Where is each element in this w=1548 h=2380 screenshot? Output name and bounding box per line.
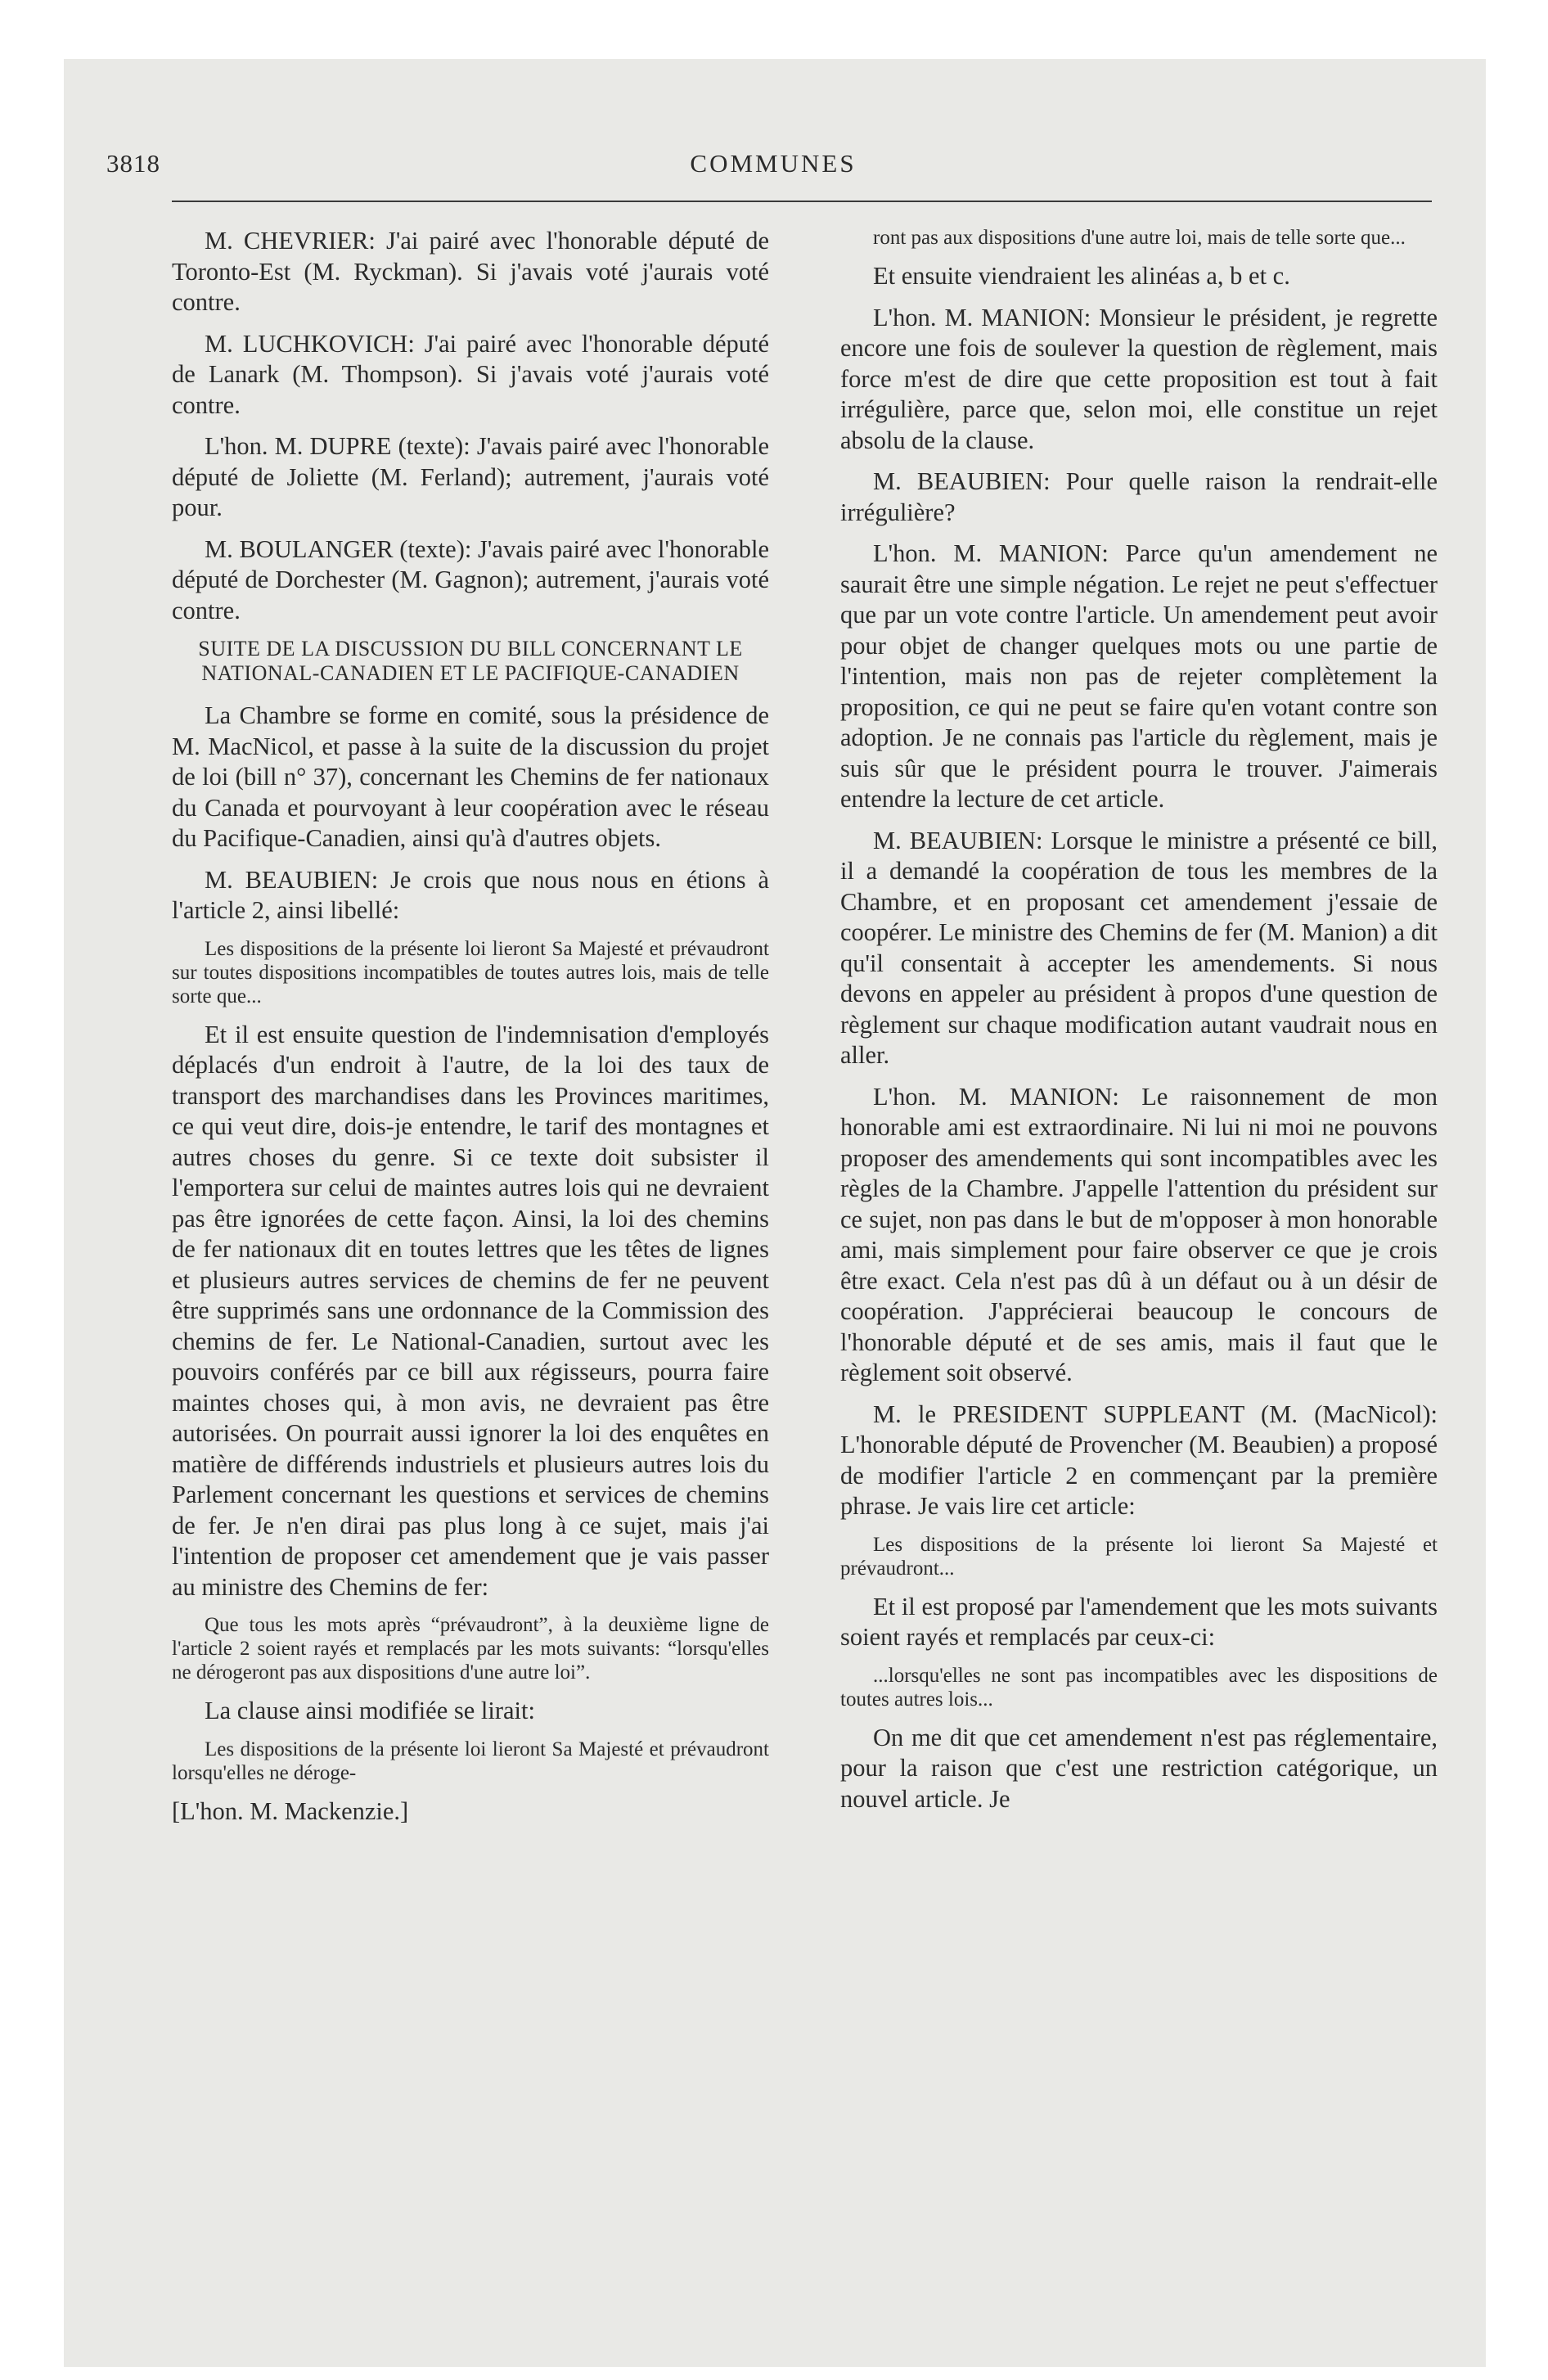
paragraph: Et il est ensuite question de l'indemnisation d'employés déplacés d'un endroit à l'autre, de la loi des taux de transport des marchandises dans les Provinces maritimes, ce qui veut dire, dois-je entendre, le tarif des montagnes et autres choses du genre. Si ce texte doit subsister il l'emportera sur celui de maintes autres lois qui ne devraient pas être ignorées de cette façon. Ainsi, la loi des chemins de fer nationaux dit en toutes lettres que les têtes de lignes et plusieurs autres services de chemins de fer ne peuvent être supprimés sans une ordonnance de la Commission des chemins de fer. Le National-Canadien, surtout avec les pouvoirs conférés par ce bill aux régisseurs, pourra faire maintes choses qui, à mon avis, ne devraient pas être autorisées. On pourrait aussi ignorer la loi des enquêtes en matière de différends industriels et plusieurs autres lois du Parlement concernant les questions et services de chemins de fer. Je n'en dirai pas plus long à ce sujet, mais j'ai l'intention de proposer cet amendement que je vais passer au ministre des Chemins de fer:	[172, 1020, 769, 1601]
quoted-text: Les dispositions de la présente loi lieront Sa Majesté et prévaudront sur toutes dispositions incompatibles de toutes autres lois, mais de telle sorte que...	[172, 937, 769, 1007]
quoted-text: Les dispositions de la présente loi lieront Sa Majesté et prévaudront lorsqu'elles ne déroge-	[172, 1738, 769, 1784]
quoted-text: ...lorsqu'elles ne sont pas incompatibles avec les dispositions de toutes autres lois...	[840, 1664, 1438, 1711]
quoted-text: ront pas aux dispositions d'une autre loi, mais de telle sorte que...	[873, 227, 1406, 249]
quoted-text: Les dispositions de la présente loi lieront Sa Majesté et prévaudront...	[840, 1533, 1438, 1580]
paragraph: Et il est proposé par l'amendement que les mots suivants soient rayés et remplacés par ceux-ci:	[840, 1592, 1438, 1651]
paragraph: On me dit que cet amendement n'est pas réglementaire, pour la raison que c'est une restriction catégorique, un nouvel article. Je	[840, 1723, 1438, 1813]
left-column	[172, 226, 769, 1837]
paragraph: M. BEAUBIEN: Pour quelle raison la rendrait-elle irrégulière?	[840, 467, 1438, 526]
paragraph: M. BOULANGER (texte): J'avais pairé avec l'honorable député de Dorchester (M. Gagnon); autrement, j'aurais voté contre.	[172, 534, 769, 624]
paragraph: L'hon. M. MANION: Monsieur le président, je regrette encore une fois de soulever la question de règlement, mais force m'est de dire que cette proposition est tout à fait irrégulière, parce que, selon moi, elle constitue un rejet absolu de la clause.	[840, 303, 1438, 454]
paragraph: L'hon. M. MANION: Parce qu'un amendement ne saurait être une simple négation. Le rejet ne peut s'effectuer que par un vote contre l'article. Un amendement peut avoir pour objet de changer quelques mots ou une partie de l'intention, mais non pas de rejeter complètement la proposition, ce qui ne peut se faire qu'en votant contre son adoption. Je ne connais pas l'article du règlement, mais je suis sûr que le président pourra le trouver. J'aimerais entendre la lecture de cet article.	[840, 539, 1438, 813]
paragraph: L'hon. M. DUPRE (texte): J'avais pairé avec l'honorable député de Joliette (M. Ferland); autrement, j'aurais voté pour.	[172, 432, 769, 521]
paragraph: M. BEAUBIEN: Je crois que nous nous en étions à l'article 2, ainsi libellé:	[172, 865, 769, 924]
paragraph: M. LUCHKOVICH: J'ai pairé avec l'honorable député de Lanark (M. Thompson). Si j'avais voté j'aurais voté contre.	[172, 329, 769, 419]
paragraph: Et ensuite viendraient les alinéas a, b et c.	[873, 262, 1290, 290]
section-heading: SUITE DE LA DISCUSSION DU BILL CONCERNANT LE NATIONAL-CANADIEN ET LE PACIFIQUE-CANADIEN	[198, 637, 743, 685]
paragraph: M. CHEVRIER: J'ai pairé avec l'honorable député de Toronto-Est (M. Ryckman). Si j'avais voté j'aurais voté contre.	[172, 227, 769, 316]
running-head: COMMUNES	[690, 149, 857, 178]
page-header	[106, 146, 1440, 187]
paragraph: La clause ainsi modifiée se lirait:	[205, 1697, 535, 1724]
page-number: 3818	[106, 149, 160, 178]
right-column	[840, 226, 1438, 1825]
paragraph: La Chambre se forme en comité, sous la présidence de M. MacNicol, et passe à la suite de la discussion du projet de loi (bill n° 37), concernant les Chemins de fer nationaux du Canada et pourvoyant à leur coopération avec le réseau du Pacifique-Canadien, ainsi qu'à d'autres objets.	[172, 701, 769, 852]
paragraph: M. le PRESIDENT SUPPLEANT (M. (MacNicol): L'honorable député de Provencher (M. Beaubien) a proposé de modifier l'article 2 en commençant par la première phrase. Je vais lire cet article:	[840, 1400, 1438, 1520]
paragraph: M. BEAUBIEN: Lorsque le ministre a présenté ce bill, il a demandé la coopération de tous les membres de la Chambre, et en proposant cet amendement j'essaie de coopérer. Le ministre des Chemins de fer (M. Manion) a dit qu'il consentait à accepter les amendements. Si nous devons en appeler au président à propos d'une question de règlement sur chaque modification autant vaudrait nous en aller.	[840, 826, 1438, 1069]
header-rule	[172, 201, 1432, 202]
paragraph: L'hon. M. MANION: Le raisonnement de mon honorable ami est extraordinaire. Ni lui ni moi ne pouvons proposer des amendements qui sont incompatibles avec les règles de la Chambre. J'appelle l'attention du président sur ce sujet, non pas dans le but de m'opposer à mon honorable ami, mais simplement pour faire observer ce que je crois être exact. Cela n'est pas dû à un défaut ou à un désir de coopération. J'apprécierai beaucoup le concours de l'honorable député et de ses amis, mais il faut que le règlement soit observé.	[840, 1082, 1438, 1386]
quoted-text: Que tous les mots après “prévaudront”, à la deuxième ligne de l'article 2 soient rayés et remplacés par les mots suivants: “lorsqu'elles ne dérogeront pas aux dispositions d'une autre loi”.	[172, 1614, 769, 1684]
speaker-signature: [L'hon. M. Mackenzie.]	[172, 1796, 409, 1825]
